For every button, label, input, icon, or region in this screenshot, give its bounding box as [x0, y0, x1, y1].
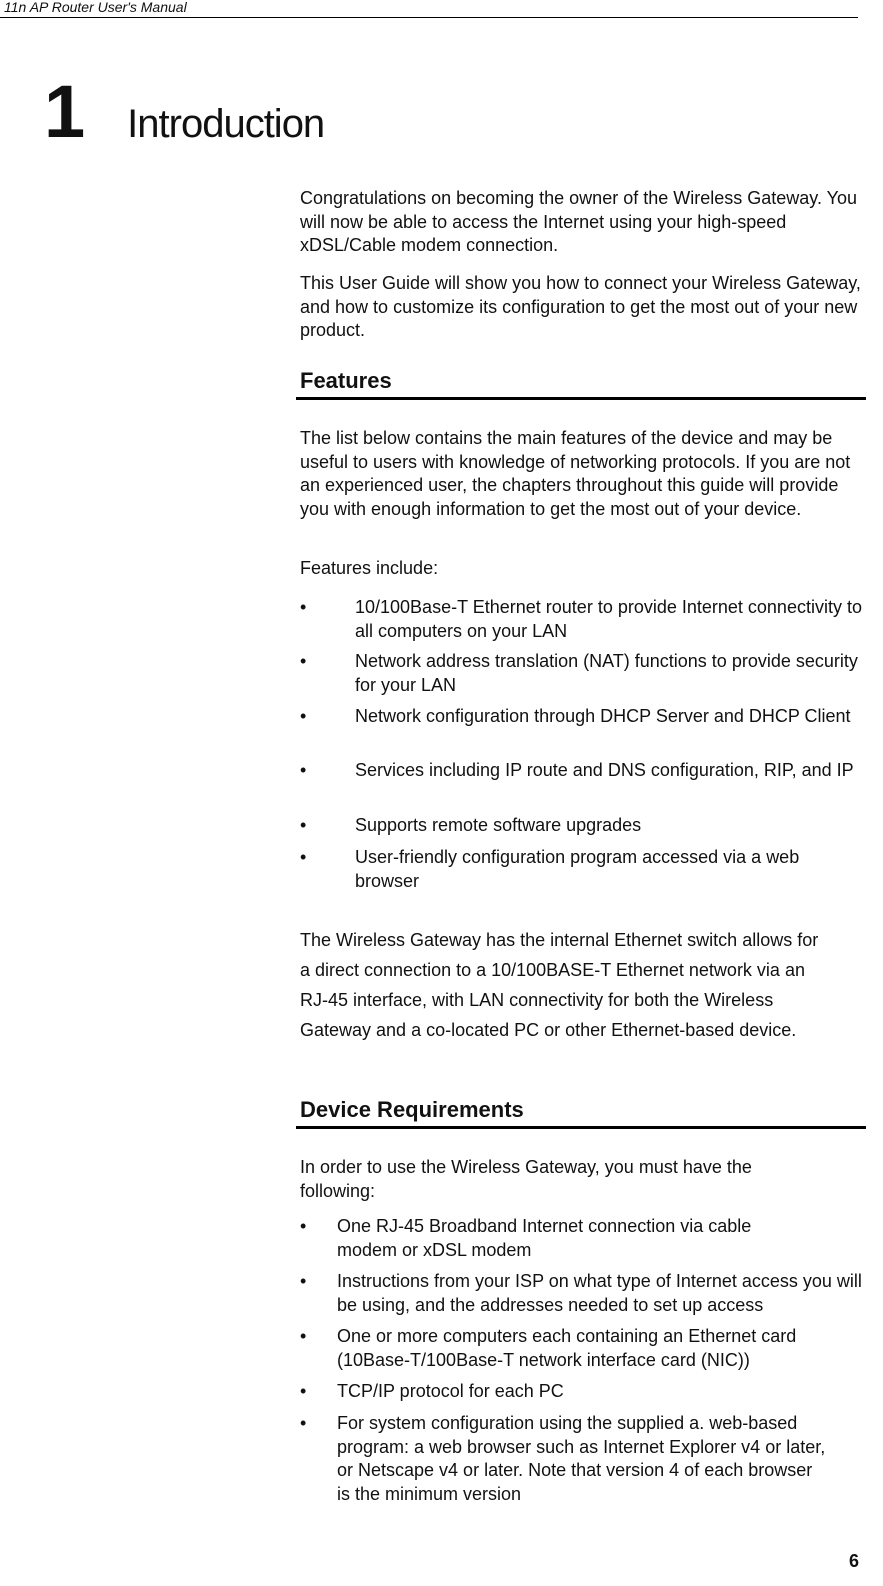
features-paragraph-2: The Wireless Gateway has the internal Ethernet switch allows for a direct connection to a 10/100BASE-T Ethernet network via an RJ-45 interface, with LAN connectivity for both the Wireless Gateway and a co-located PC or other Ethernet-based device. [300, 930, 819, 1040]
list-item-text: For system configuration using the supplied a. web-based program: a web browser such as Internet Explorer v4 or later, or Netscape v4 or later. Note that version 4 of each browser is the minimum version [337, 1413, 826, 1504]
chapter-heading [44, 72, 324, 152]
list-item-text: One or more computers each containing an Ethernet card (10Base-T/100Base-T network interface card (NIC)) [337, 1326, 797, 1370]
list-item-text: Network configuration through DHCP Server and DHCP Client [355, 706, 851, 726]
chapter-title: Introduction [127, 102, 325, 146]
requirements-lead: In order to use the Wireless Gateway, you must have the following: [300, 1157, 752, 1201]
list-item-text: Supports remote software upgrades [355, 815, 642, 835]
bullet-icon: • [300, 597, 307, 617]
bullet-icon: • [300, 706, 307, 726]
list-item-text: Network address translation (NAT) functions to provide security for your LAN [355, 651, 858, 695]
list-item-text: Services including IP route and DNS configuration, RIP, and IP [355, 760, 854, 780]
intro-paragraph-1: Congratulations on becoming the owner of the Wireless Gateway. You will now be able to access the Internet using your high-speed xDSL/Cable modem connection. [300, 188, 857, 255]
section-heading-features: Features [296, 368, 866, 400]
bullet-icon: • [300, 1216, 307, 1236]
list-item-text: User-friendly configuration program accessed via a web browser [355, 847, 800, 891]
section-heading-requirements: Device Requirements [296, 1097, 866, 1129]
bullet-icon: • [300, 1381, 307, 1401]
bullet-icon: • [300, 651, 307, 671]
bullet-icon: • [300, 760, 307, 780]
running-header: 11n AP Router User's Manual [4, 0, 187, 15]
features-paragraph: The list below contains the main features of the device and may be useful to users with knowledge of networking protocols. If you are not an experienced user, the chapters throughout this guide will provide you with enough information to get the most out of your device. [300, 428, 851, 519]
bullet-icon: • [300, 815, 307, 835]
bullet-icon: • [300, 1326, 307, 1346]
bullet-icon: • [300, 1271, 307, 1291]
list-item-text: TCP/IP protocol for each PC [337, 1381, 564, 1401]
list-item-text: Instructions from your ISP on what type of Internet access you will be using, and the addresses needed to set up access [337, 1271, 862, 1315]
intro-paragraph-2: This User Guide will show you how to connect your Wireless Gateway, and how to customize its configuration to get the most out of your new product. [300, 273, 861, 340]
chapter-number: 1 [44, 70, 86, 153]
list-item-text: 10/100Base-T Ethernet router to provide Internet connectivity to all computers on your LAN [355, 597, 862, 641]
features-lead: Features include: [300, 558, 439, 578]
page-number: 6 [848, 1551, 859, 1571]
list-item-text: One RJ-45 Broadband Internet connection via cable modem or xDSL modem [337, 1216, 752, 1260]
header-rule [0, 17, 858, 18]
bullet-icon: • [300, 847, 307, 867]
bullet-icon: • [300, 1413, 307, 1433]
